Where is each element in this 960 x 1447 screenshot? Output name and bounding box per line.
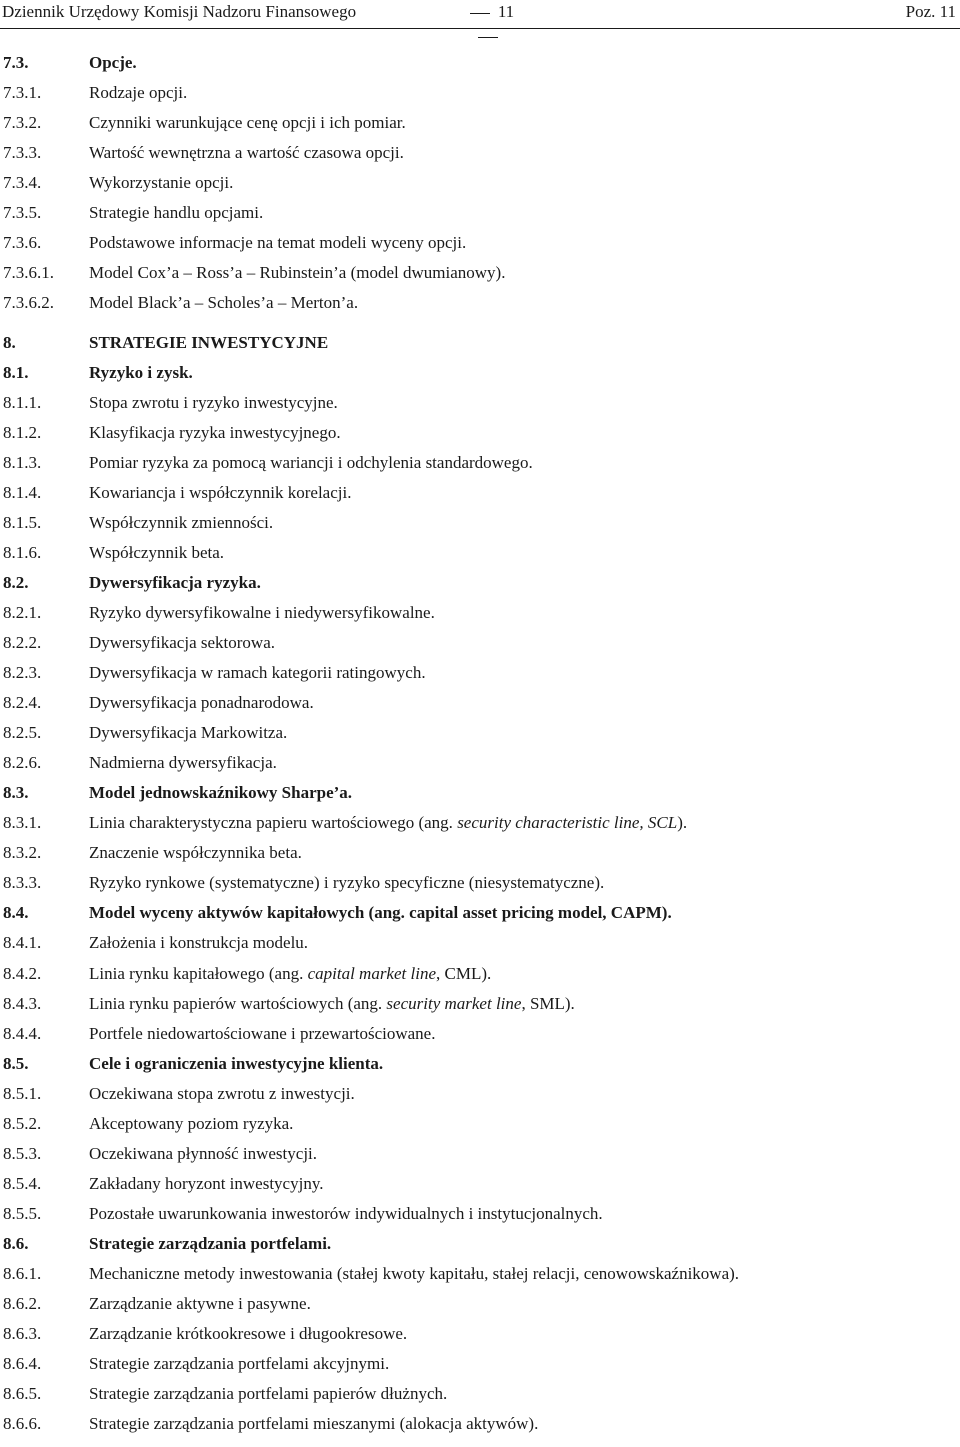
entry-number: 7.3.1. [3,83,42,103]
toc-entry [0,750,960,776]
toc-entry [0,260,960,286]
entry-title: Rodzaje opcji. [89,83,188,103]
entry-number: 8.2.4. [3,693,42,712]
entry-number: 8.2.2. [3,633,42,652]
toc-entry [0,1021,960,1047]
toc-entry [0,390,960,416]
journal-title: Dziennik Urzędowy Komisji Nadzoru Finansowego [2,2,357,21]
entry-number: 8. [3,332,16,352]
section-heading [0,50,960,76]
toc-entry [0,1141,960,1167]
entry-number: 7.3.2. [3,113,42,133]
toc-entry [0,840,960,866]
entry-title: Portfele niedowartościowane i przewartościowane. [89,1023,436,1043]
entry-title: Oczekiwana stopa zwrotu z inwestycji. [89,1083,355,1103]
section-heading [0,1051,960,1077]
entry-title: Pozostałe uwarunkowania inwestorów indywidualnych i instytucjonalnych. [89,1203,603,1223]
entry-title: Akceptowany poziom ryzyka. [89,1113,294,1133]
entry-number: 8.4.2. [3,963,42,983]
entry-title: Linia rynku kapitałowego (ang. capital market line, CML). [89,963,492,983]
entry-number: 8.5.5. [3,1203,42,1223]
entry-title: Model Black’a – Scholes’a – Merton’a. [89,293,359,313]
entry-title: Znaczenie współczynnika beta. [89,843,302,863]
entry-title: Wykorzystanie opcji. [89,173,234,193]
entry-title: Kowariancja i współczynnik korelacji. [89,482,352,502]
entry-title: Model wyceny aktywów kapitałowych (ang. capital asset pricing model, CAPM). [89,903,672,923]
entry-number: 8.1.2. [3,422,42,442]
entry-number: 8.2.1. [3,602,42,622]
entry-number: 8.5. [3,1053,29,1073]
entry-title: Opcje. [89,53,137,72]
entry-number: 8.2. [3,572,29,592]
entry-number: 8.2.6. [3,753,42,773]
toc-entry [0,480,960,506]
entry-title: Dywersyfikacja ryzyka. [89,572,261,592]
entry-number: 7.3. [3,53,29,72]
toc-entry [0,170,960,196]
entry-title: Ryzyko rynkowe (systematyczne) i ryzyko specyficzne (niesystematyczne). [89,873,605,893]
entry-number: 8.6. [3,1233,29,1253]
entry-title: Dywersyfikacja Markowitza. [89,723,288,743]
entry-number: 7.3.3. [3,143,42,163]
section-heading [0,360,960,386]
entry-number: 8.5.4. [3,1173,42,1193]
toc-entry [0,290,960,316]
toc-entry [0,870,960,896]
entry-title: Nadmierna dywersyfikacja. [89,753,277,773]
entry-title: Współczynnik beta. [89,542,225,562]
toc-entry [0,1261,960,1287]
toc-entry [0,991,960,1017]
entry-number: 8.6.3. [3,1324,42,1344]
entry-title: STRATEGIE INWESTYCYJNE [89,332,329,352]
entry-number: 8.4. [3,903,29,923]
entry-number: 8.5.3. [3,1143,42,1163]
entry-title: Zarządzanie aktywne i pasywne. [89,1294,311,1313]
toc-entry [0,420,960,446]
entry-number: 8.4.3. [3,993,42,1013]
entry-number: 8.1.4. [3,482,42,502]
entry-title: Podstawowe informacje na temat modeli wyceny opcji. [89,233,467,253]
toc-entry [0,1111,960,1137]
toc-entry [0,1321,960,1347]
entry-title: Wartość wewnętrzna a wartość czasowa opcji. [89,143,404,163]
header-rule [0,28,960,29]
entry-title: Cele i ograniczenia inwestycyjne klienta. [89,1053,384,1073]
toc-entry [0,690,960,716]
entry-title: Strategie zarządzania portfelami akcyjnymi. [89,1354,390,1374]
entry-number: 8.2.3. [3,663,42,682]
toc-entry [0,540,960,566]
entry-title: Linia rynku papierów wartościowych (ang. security market line, SML). [89,993,575,1013]
entry-title: Stopa zwrotu i ryzyko inwestycyjne. [89,392,338,412]
entry-number: 7.3.6.1. [3,263,54,283]
toc-entry [0,810,960,836]
entry-title: Współczynnik zmienności. [89,512,274,532]
italic-term: capital market line [307,963,436,983]
section-heading [0,570,960,596]
toc-entry [0,80,960,106]
entry-number: 8.6.4. [3,1354,42,1374]
entry-number: 8.4.4. [3,1023,42,1043]
italic-term: security characteristic line, SCL [457,813,678,833]
entry-number: 8.6.6. [3,1414,42,1434]
section-heading [0,1231,960,1257]
entry-title: Dywersyfikacja w ramach kategorii ratingowych. [89,663,426,682]
entry-title: Ryzyko dywersyfikowalne i niedywersyfikowalne. [89,602,435,622]
toc-entry [0,140,960,166]
italic-term: security market line [386,993,522,1013]
entry-number: 7.3.6. [3,233,42,253]
entry-title: Klasyfikacja ryzyka inwestycyjnego. [89,422,341,442]
entry-number: 8.1.1. [3,392,42,412]
entry-title: Oczekiwana płynność inwestycji. [89,1143,318,1163]
entry-number: 7.3.5. [3,203,42,223]
entry-number: 8.3.1. [3,813,42,833]
toc-entry [0,660,960,686]
entry-number: 7.3.6.2. [3,293,54,313]
entry-title: Strategie zarządzania portfelami papierów dłużnych. [89,1384,448,1404]
entry-title: Zakładany horyzont inwestycyjny. [89,1173,324,1193]
entry-title: Dywersyfikacja ponadnarodowa. [89,693,314,712]
entry-title: Zarządzanie krótkookresowe i długookresowe. [89,1324,408,1344]
entry-title: Założenia i konstrukcja modelu. [89,933,309,953]
page-header [0,0,960,28]
entry-title: Model jednowskaźnikowy Sharpe’a. [89,783,353,803]
toc-entry [0,1081,960,1107]
entry-number: 8.6.2. [3,1294,42,1313]
toc-entry [0,1171,960,1197]
page-number: 11 [448,0,528,48]
entry-number: 8.3.3. [3,873,42,893]
section-heading [0,330,960,356]
toc-entry [0,630,960,656]
toc-entry [0,1291,960,1317]
position-number: Poz. 11 [905,2,956,21]
toc-entry [0,1351,960,1377]
entry-title: Strategie zarządzania portfelami. [89,1233,332,1253]
toc-entry [0,930,960,956]
toc-entry [0,200,960,226]
entry-number: 8.1. [3,362,29,382]
toc-entry [0,600,960,626]
entry-number: 7.3.4. [3,173,42,193]
entry-title: Strategie zarządzania portfelami mieszanymi (alokacja aktywów). [89,1414,539,1434]
entry-number: 8.3. [3,783,29,803]
entry-number: 8.6.1. [3,1264,42,1283]
entry-number: 8.6.5. [3,1384,42,1404]
entry-title: Dywersyfikacja sektorowa. [89,633,275,652]
entry-title: Czynniki warunkujące cenę opcji i ich pomiar. [89,113,406,133]
entry-title: Ryzyko i zysk. [89,362,193,382]
toc-entry [0,1381,960,1407]
entry-number: 8.5.2. [3,1113,42,1133]
toc-entry [0,1411,960,1437]
toc-entry [0,510,960,536]
entry-number: 8.1.5. [3,512,42,532]
toc-entry [0,230,960,256]
entry-number: 8.2.5. [3,723,42,743]
entry-number: 8.5.1. [3,1083,42,1103]
toc-entry [0,450,960,476]
toc-entry [0,1201,960,1227]
entry-number: 8.1.3. [3,452,42,472]
entry-title: Model Cox’a – Ross’a – Rubinstein’a (model dwumianowy). [89,263,506,283]
entry-title: Pomiar ryzyka za pomocą wariancji i odchylenia standardowego. [89,452,533,472]
toc-entry [0,110,960,136]
entry-number: 8.3.2. [3,843,42,863]
entry-title: Strategie handlu opcjami. [89,203,264,223]
entry-title: Mechaniczne metody inwestowania (stałej kwoty kapitału, stałej relacji, cenowowskaźnikowa). [89,1264,740,1283]
section-heading [0,780,960,806]
entry-title: Linia charakterystyczna papieru wartościowego (ang. security characteristic line, SCL). [89,813,688,833]
entry-number: 8.4.1. [3,933,42,953]
toc-entry [0,961,960,987]
section-heading [0,900,960,926]
toc-entry [0,720,960,746]
entry-number: 8.1.6. [3,542,42,562]
